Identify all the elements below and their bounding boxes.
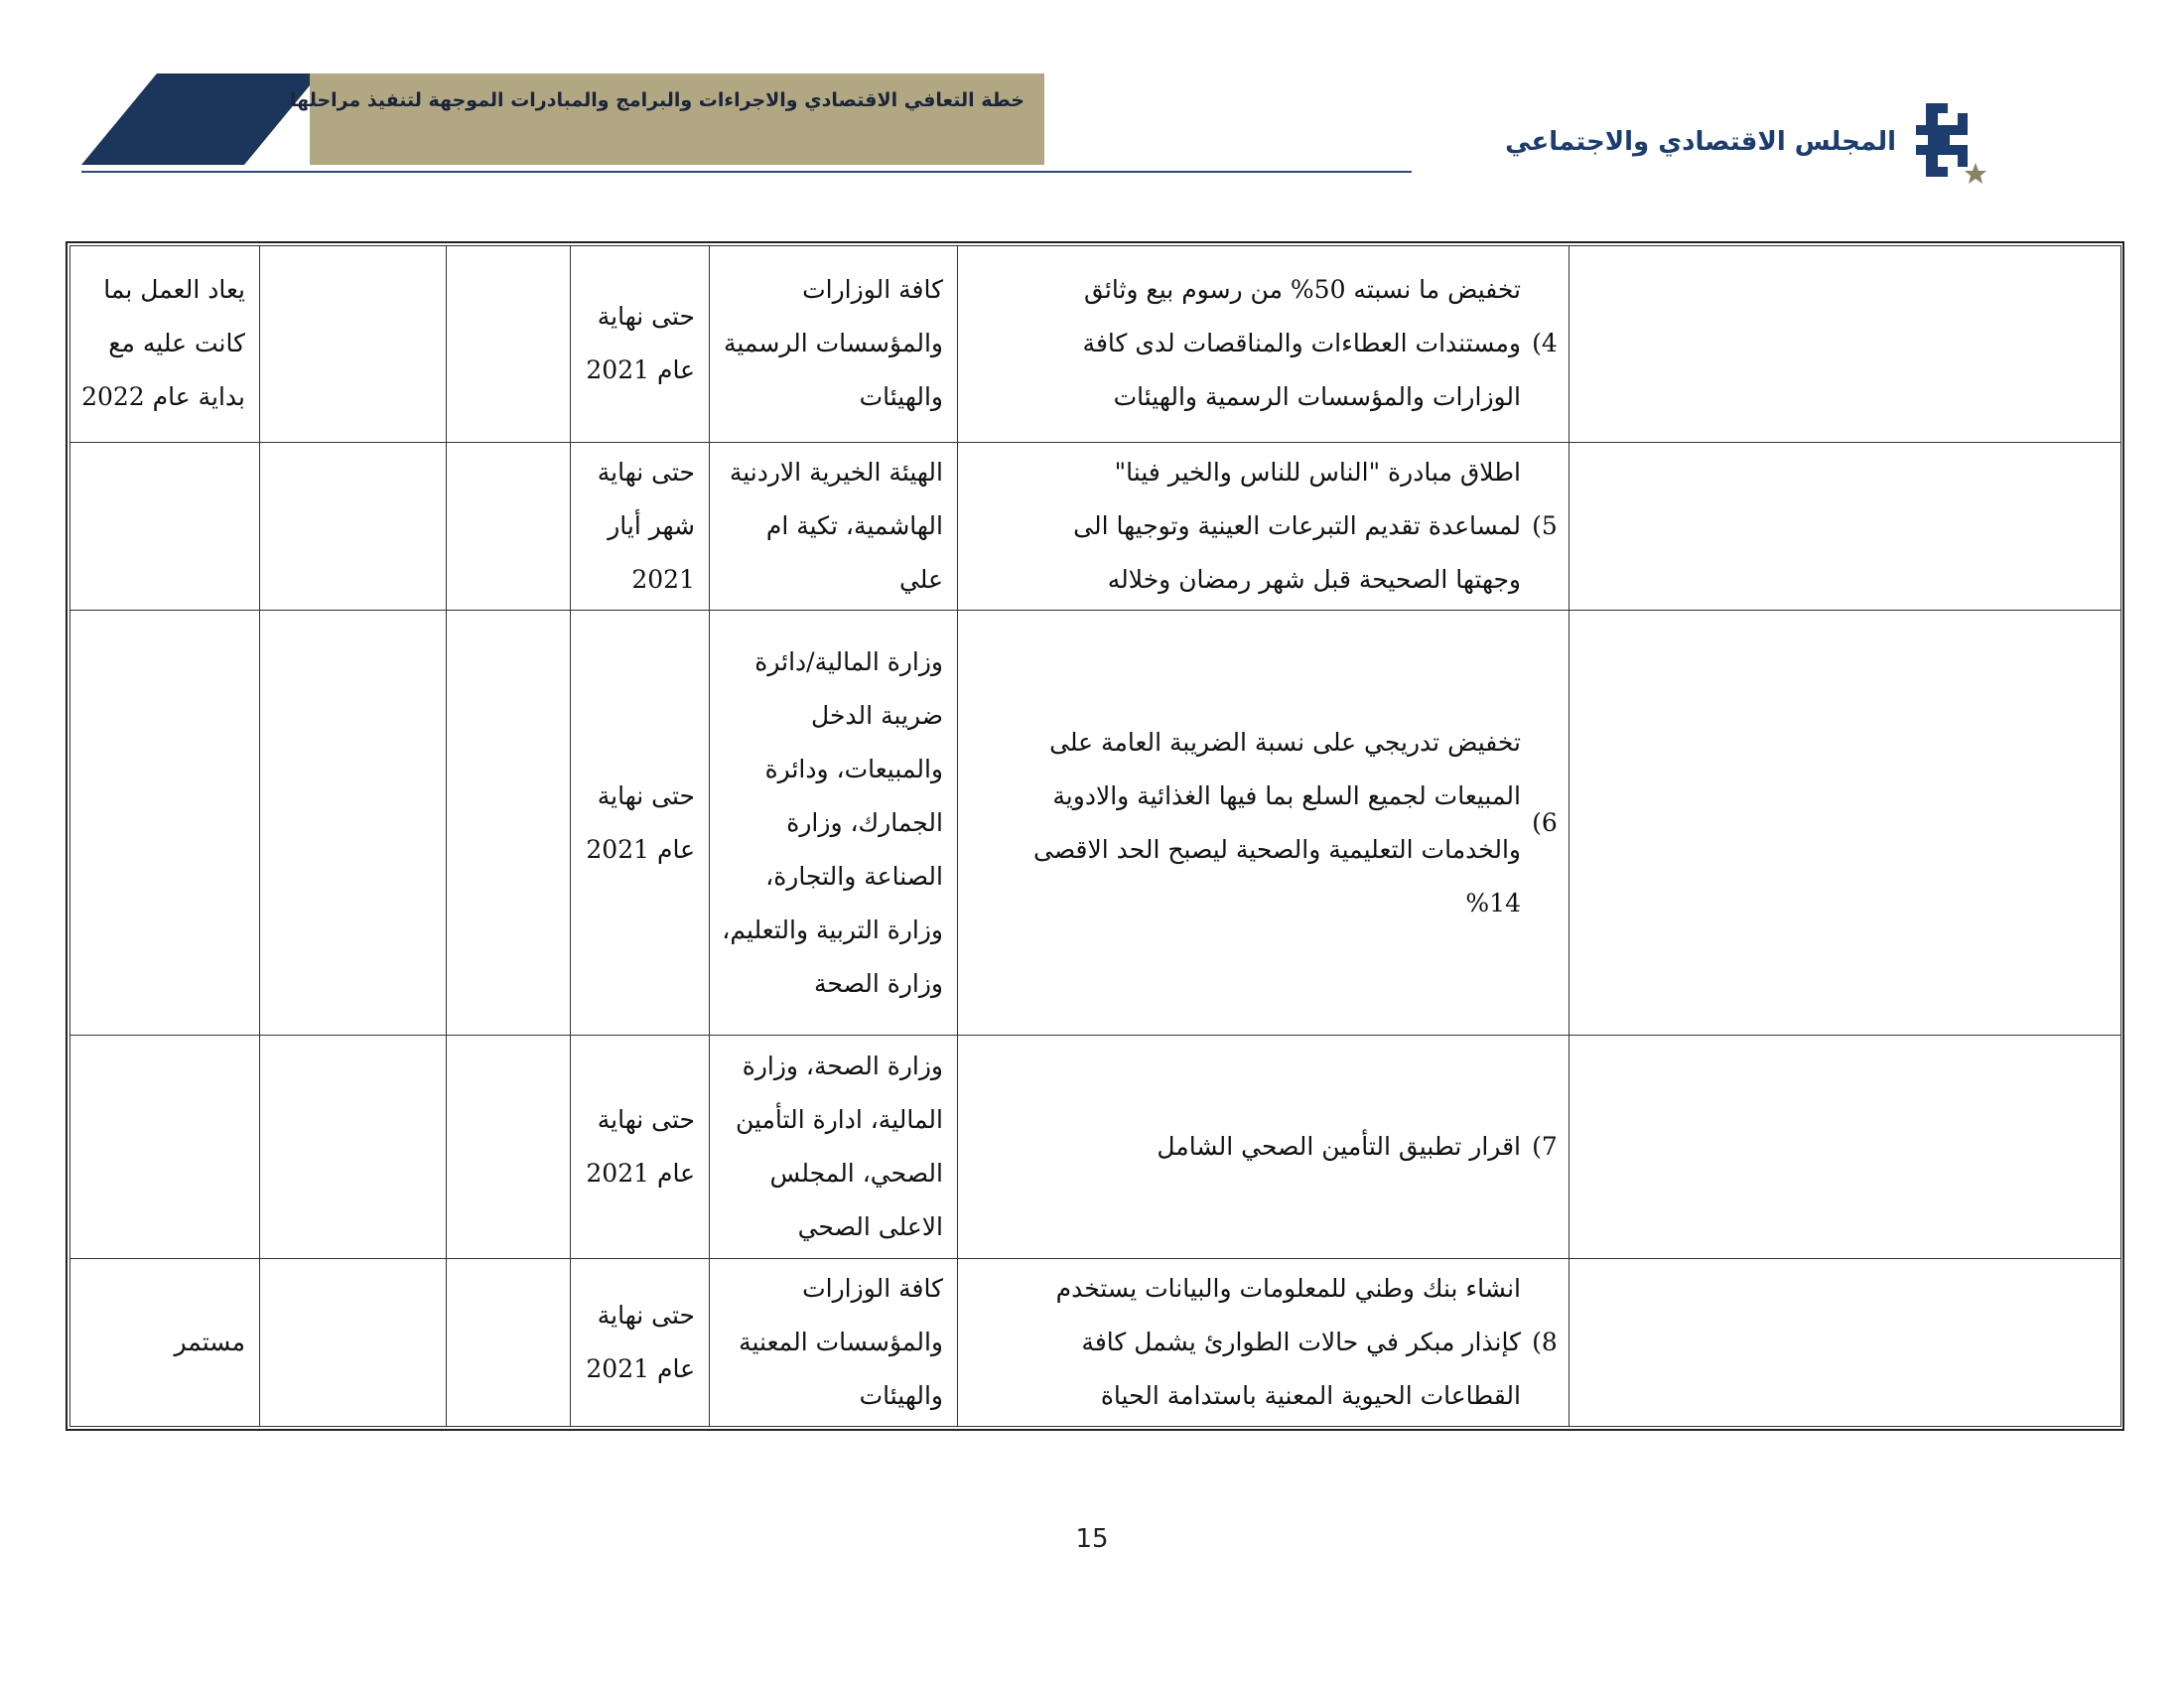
empty-cell: [447, 1258, 571, 1426]
measure-text: اطلاق مبادرة "الناس للناس والخير فينا" لمساعدة تقديم التبرعات العينية وتوجيها الى وجهتها الصحيحة قبل شهر رمضان وخلاله: [1073, 457, 1521, 594]
empty-cell: [260, 246, 447, 443]
agency-cell: الهيئة الخيرية الاردنية الهاشمية، تكية ام علي: [710, 442, 958, 610]
table-row: [70, 442, 2121, 610]
blank-cell: [1570, 442, 2121, 610]
note-cell: مستمر: [70, 1258, 260, 1426]
agency-cell: وزارة المالية/دائرة ضريبة الدخل والمبيعات، ودائرة الجمارك، وزارة الصناعة والتجارة، وزارة التربية والتعليم، وزارة الصحة: [710, 611, 958, 1036]
empty-cell: [447, 1036, 571, 1258]
empty-cell: [447, 442, 571, 610]
timeframe-cell: حتى نهاية عام 2021: [571, 1036, 710, 1258]
measure-cell: [958, 1036, 1570, 1258]
table-row: [70, 1258, 2121, 1426]
timeframe-cell: حتى نهاية عام 2021: [571, 611, 710, 1036]
council-logo-icon: [1906, 95, 1995, 185]
blank-cell: [1570, 1036, 2121, 1258]
table-row: [70, 246, 2121, 443]
timeframe-cell: حتى نهاية شهر أيار 2021: [571, 442, 710, 610]
measure-number: 5): [1532, 510, 1558, 540]
measure-cell: [958, 442, 1570, 610]
measure-text: اقرار تطبيق التأمين الصحي الشامل: [1157, 1132, 1521, 1162]
measure-cell: [958, 246, 1570, 443]
document-title: خطة التعافي الاقتصادي والاجراءات والبرامج والمبادرات الموجهة لتنفيذ مراحلها: [290, 89, 1024, 111]
empty-cell: [447, 611, 571, 1036]
agency-cell: وزارة الصحة، وزارة المالية، ادارة التأمين الصحي، المجلس الاعلى الصحي: [710, 1036, 958, 1258]
measure-text: تخفيض ما نسبته 50% من رسوم بيع وثائق ومستندات العطاءات والمناقصات لدى كافة الوزارات والمؤسسات الرسمية والهيئات: [1082, 275, 1521, 412]
measure-number: 4): [1532, 329, 1558, 358]
header-rule: [81, 171, 1412, 173]
timeframe-cell: حتى نهاية عام 2021: [571, 246, 710, 443]
measure-number: 6): [1532, 807, 1558, 837]
measure-text: تخفيض تدريجي على نسبة الضريبة العامة على المبيعات لجميع السلع بما فيها الغذائية والادوية والخدمات التعليمية والصحية ليصبح الحد الاقصى 14%: [1033, 727, 1521, 917]
table-row: [70, 611, 2121, 1036]
measures-table: [69, 245, 2121, 1427]
note-cell: [70, 1036, 260, 1258]
measure-number: 8): [1532, 1327, 1558, 1356]
agency-cell: كافة الوزارات والمؤسسات المعنية والهيئات: [710, 1258, 958, 1426]
empty-cell: [260, 442, 447, 610]
blank-cell: [1570, 611, 2121, 1036]
blank-cell: [1570, 246, 2121, 443]
blank-cell: [1570, 1258, 2121, 1426]
note-cell: يعاد العمل بما كانت عليه مع بداية عام 2022: [70, 246, 260, 443]
agency-cell: كافة الوزارات والمؤسسات الرسمية والهيئات: [710, 246, 958, 443]
measure-cell: [958, 611, 1570, 1036]
measure-text: انشاء بنك وطني للمعلومات والبيانات يستخدم كإنذار مبكر في حالات الطوارئ يشمل كافة القطاعات الحيوية المعنية باستدامة الحياة: [1055, 1273, 1521, 1410]
page-number: 15: [1075, 1524, 1109, 1554]
measure-cell: [958, 1258, 1570, 1426]
timeframe-cell: حتى نهاية عام 2021: [571, 1258, 710, 1426]
header-band-tan: [290, 73, 1044, 165]
empty-cell: [447, 246, 571, 443]
note-cell: [70, 611, 260, 1036]
empty-cell: [260, 1036, 447, 1258]
logo-text: المجلس الاقتصادي والاجتماعي: [1505, 127, 1896, 157]
measure-number: 7): [1532, 1132, 1558, 1162]
empty-cell: [260, 1258, 447, 1426]
empty-cell: [260, 611, 447, 1036]
header-band: [81, 73, 1024, 165]
note-cell: [70, 442, 260, 610]
table-row: [70, 1036, 2121, 1258]
